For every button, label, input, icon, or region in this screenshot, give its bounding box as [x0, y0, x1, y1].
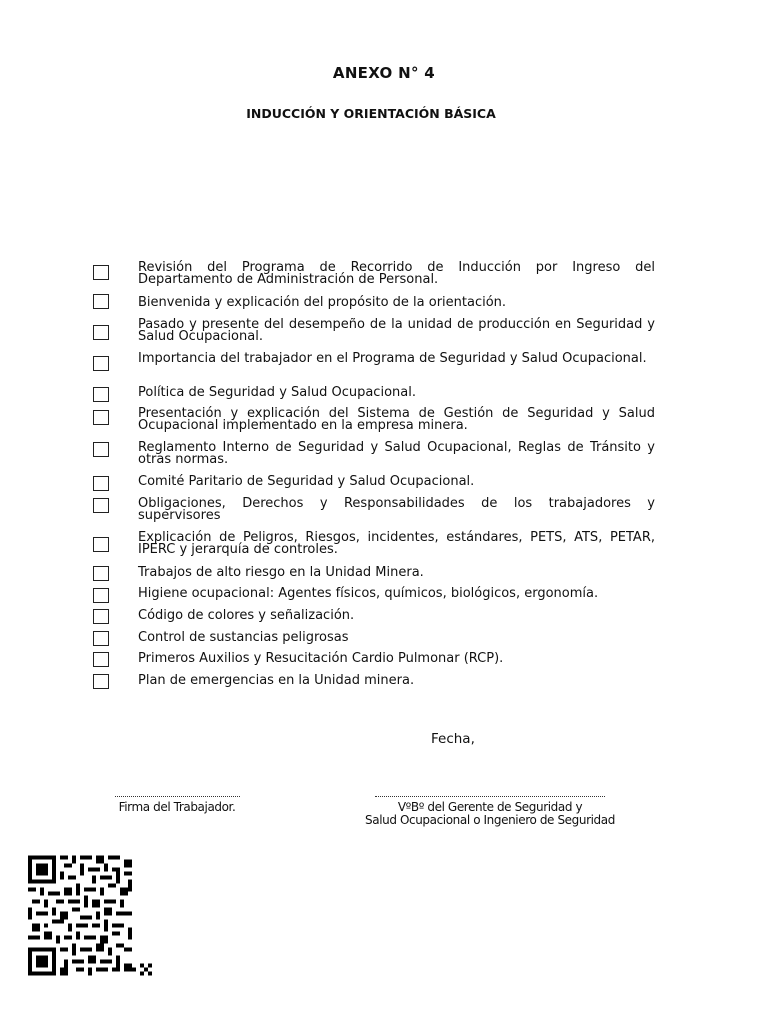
checkbox[interactable] [93, 294, 109, 309]
checkbox[interactable] [93, 566, 109, 581]
checkbox[interactable] [93, 356, 109, 371]
checkbox[interactable] [93, 674, 109, 689]
checklist-item-label: Obligaciones, Derechos y Responsabilidades de los trabajadores y supervisores [138, 496, 655, 523]
checkbox[interactable] [93, 387, 109, 402]
checkbox[interactable] [93, 498, 109, 513]
checklist-item-label: Comité Paritario de Seguridad y Salud Ocupacional. [138, 474, 475, 489]
worker-signature-block [112, 796, 242, 814]
checkbox[interactable] [93, 410, 109, 425]
checkbox[interactable] [93, 631, 109, 646]
checklist-item-label: Presentación y explicación del Sistema de Gestión de Seguridad y Salud Ocupacional implementado en la empresa minera. [138, 406, 655, 433]
manager-signature-label-line1: VºBº del Gerente de Seguridad y [397, 800, 583, 814]
checklist-item-label: Reglamento Interno de Seguridad y Salud Ocupacional, Reglas de Tránsito y otras normas. [138, 440, 655, 467]
checkbox[interactable] [93, 537, 109, 552]
qr-code-icon [28, 855, 152, 976]
page-subtitle: INDUCCIÓN Y ORIENTACIÓN BÁSICA [246, 106, 496, 121]
checkbox[interactable] [93, 325, 109, 340]
manager-signature-label-line2: Salud Ocupacional o Ingeniero de Seguridad [365, 812, 615, 827]
checkbox[interactable] [93, 588, 109, 603]
checklist-item-label: Plan de emergencias en la Unidad minera. [138, 673, 415, 688]
checklist-item-label: Control de sustancias peligrosas [138, 630, 349, 645]
checklist-item-label: Política de Seguridad y Salud Ocupacional. [138, 385, 416, 400]
checklist-item-label: Pasado y presente del desempeño de la unidad de producción en Seguridad y Salud Ocupacional. [138, 317, 655, 344]
checklist-item-label: Explicación de Peligros, Riesgos, incidentes, estándares, PETS, ATS, PETAR, IPERC y jerarquía de controles. [138, 530, 655, 557]
checkbox[interactable] [93, 265, 109, 280]
checklist-item-label: Trabajos de alto riesgo en la Unidad Minera. [138, 565, 424, 580]
page-title: ANEXO N° 4 [332, 64, 436, 82]
checkbox[interactable] [93, 609, 109, 624]
checkbox[interactable] [93, 442, 109, 457]
checklist-item-label: Bienvenida y explicación del propósito de la orientación. [138, 295, 507, 310]
checkbox[interactable] [93, 476, 109, 491]
checklist-item-label: Primeros Auxilios y Resucitación Cardio Pulmonar (RCP). [138, 651, 504, 666]
checklist-item-label: Higiene ocupacional: Agentes físicos, químicos, biológicos, ergonomía. [138, 586, 599, 601]
signature-line [115, 796, 240, 797]
signature-line [375, 796, 605, 797]
date-label: Fecha, [431, 731, 475, 747]
checklist-item-label: Código de colores y señalización. [138, 608, 355, 623]
manager-signature-block [340, 796, 640, 826]
checklist-item-label: Importancia del trabajador en el Programa de Seguridad y Salud Ocupacional. [138, 351, 647, 366]
checklist-item-label: Revisión del Programa de Recorrido de Inducción por Ingreso del Departamento de Administración de Personal. [138, 260, 655, 287]
worker-signature-label: Firma del Trabajador. [118, 800, 236, 814]
checkbox[interactable] [93, 652, 109, 667]
